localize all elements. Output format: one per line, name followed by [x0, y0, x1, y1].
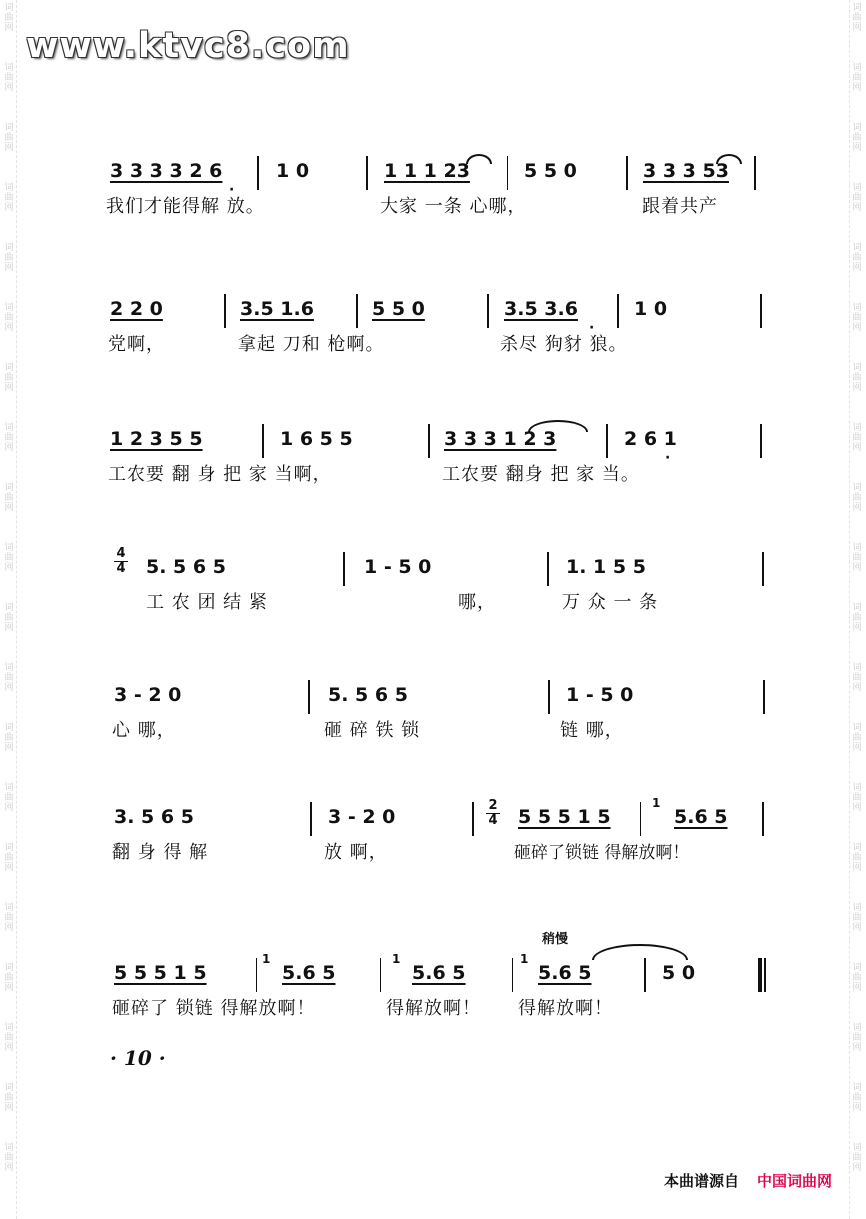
tie	[592, 944, 688, 960]
side-watermark-block	[850, 900, 864, 960]
side-watermark-block	[2, 1080, 16, 1140]
lyric-text: 工 农 团 结 紧	[146, 592, 268, 613]
score-line-7	[0, 952, 866, 1042]
side-watermark-block	[2, 60, 16, 120]
time-signature	[114, 548, 128, 575]
barline	[640, 802, 641, 836]
side-watermark-char: 网	[4, 143, 14, 153]
lyric-text: 得解放啊！	[386, 998, 481, 1019]
slur	[528, 420, 588, 432]
lyrics-line	[0, 196, 866, 226]
lyrics-line	[0, 720, 866, 750]
side-watermark-char: 网	[4, 323, 14, 333]
notation-line	[0, 428, 866, 466]
side-watermark-char: 曲	[852, 193, 862, 203]
barline	[548, 680, 550, 714]
barline	[310, 802, 312, 836]
brand-link[interactable]: 中国词曲网	[756, 1172, 832, 1190]
notation-line	[0, 298, 866, 336]
side-watermark-char: 网	[852, 443, 862, 453]
side-watermark-char: 词	[4, 543, 14, 553]
notation-line	[0, 952, 866, 996]
low-octave-dot: ·	[229, 182, 235, 198]
barline	[512, 958, 513, 992]
side-watermark-block	[850, 1140, 864, 1200]
side-watermark-char: 曲	[4, 313, 14, 323]
measure-notes: 1 0	[634, 298, 668, 320]
side-watermark-block	[2, 900, 16, 960]
side-watermark-char: 词	[852, 363, 862, 373]
side-watermark-char: 曲	[4, 733, 14, 743]
score-line-4	[0, 546, 866, 636]
measure-notes: 3 3 3 53	[643, 160, 729, 182]
side-watermark-char: 曲	[4, 673, 14, 683]
side-watermark-char: 曲	[852, 1153, 862, 1163]
lyric-text: 翻 身 得 解	[112, 842, 209, 863]
side-watermark-char: 词	[4, 123, 14, 133]
time-signature-bottom: 4	[116, 561, 126, 576]
side-watermark-char: 网	[4, 563, 14, 573]
side-watermark-char: 曲	[852, 373, 862, 383]
barline	[343, 552, 345, 586]
side-watermark-block	[850, 0, 864, 60]
measure-notes: 1 0	[276, 160, 310, 182]
side-watermark-char: 曲	[4, 973, 14, 983]
side-watermark-char: 词	[852, 663, 862, 673]
measure-notes: 2 2 0	[110, 298, 163, 320]
side-watermark-char: 网	[4, 1163, 14, 1173]
side-watermark-char: 词	[852, 543, 862, 553]
side-watermark-char: 网	[4, 1103, 14, 1113]
side-watermark-block	[850, 1080, 864, 1140]
notation-line	[0, 160, 866, 198]
side-watermark-char: 网	[852, 1103, 862, 1113]
score-line-2	[0, 298, 866, 378]
side-watermark-char: 曲	[852, 913, 862, 923]
side-watermark-char: 曲	[852, 613, 862, 623]
side-watermark-char: 词	[4, 363, 14, 373]
side-watermark-char: 网	[4, 983, 14, 993]
source-label: 本曲谱源自	[663, 1172, 739, 1190]
side-watermark-char: 网	[852, 923, 862, 933]
measure-notes: 3 - 2 0	[328, 806, 396, 828]
side-watermark-block	[2, 1140, 16, 1200]
measure-notes: 3 3 3 1 2 3	[444, 428, 557, 450]
final-barline-thin	[764, 958, 766, 992]
lyric-text: 杀尽 狗豺 狼。	[500, 334, 628, 355]
side-watermark-char: 网	[4, 1043, 14, 1053]
notation-line	[0, 684, 866, 718]
side-watermark-char: 网	[4, 203, 14, 213]
measure-notes: 3 3 3 3 2 6	[110, 160, 223, 182]
measure-notes: 1 6 5 5	[280, 428, 353, 450]
side-watermark-char: 网	[852, 623, 862, 633]
side-watermark-char: 词	[4, 303, 14, 313]
side-watermark-char: 词	[852, 483, 862, 493]
side-watermark-char: 词	[4, 423, 14, 433]
side-watermark-char: 网	[4, 683, 14, 693]
side-watermark-char: 曲	[4, 853, 14, 863]
barline	[256, 958, 257, 992]
barline	[606, 424, 608, 458]
side-watermark-char: 曲	[852, 73, 862, 83]
side-watermark-char: 曲	[4, 613, 14, 623]
measure-notes: 5. 5 6 5	[146, 556, 226, 578]
side-watermark-char: 词	[4, 723, 14, 733]
side-watermark-char: 词	[852, 423, 862, 433]
barline	[762, 552, 764, 586]
barline	[760, 294, 762, 328]
side-watermark-char: 网	[852, 1043, 862, 1053]
lyrics-line	[0, 592, 866, 622]
lyric-text: 砸碎了 锁链 得解放啊！	[112, 998, 316, 1019]
lyric-text: 得解放啊！	[518, 998, 613, 1019]
lyric-text: 链 哪，	[560, 720, 624, 741]
time-signature	[486, 800, 500, 827]
lyric-text: 拿起 刀和 枪啊。	[238, 334, 385, 355]
measure-notes: 5.6 5	[538, 962, 592, 984]
side-watermark-char: 曲	[4, 553, 14, 563]
side-watermark-char: 网	[852, 983, 862, 993]
source-footer	[664, 1170, 832, 1191]
side-watermark-char: 词	[4, 1083, 14, 1093]
measure-notes: 3. 5 6 5	[114, 806, 194, 828]
side-watermark-char: 曲	[852, 253, 862, 263]
side-watermark-char: 曲	[852, 433, 862, 443]
side-watermark-char: 词	[852, 243, 862, 253]
measure-notes: 3.5 1.6	[240, 298, 314, 320]
side-watermark-char: 词	[4, 963, 14, 973]
side-watermark-char: 词	[4, 783, 14, 793]
side-watermark-char: 词	[852, 1083, 862, 1093]
side-watermark-char: 词	[4, 843, 14, 853]
side-watermark-char: 网	[852, 383, 862, 393]
slur	[466, 154, 492, 164]
side-watermark-char: 词	[4, 483, 14, 493]
measure-notes: 5 5 0	[524, 160, 577, 182]
measure-notes: 3 - 2 0	[114, 684, 182, 706]
side-watermark-char: 曲	[4, 913, 14, 923]
barline	[754, 156, 756, 190]
notation-line	[0, 796, 866, 840]
side-watermark-char: 曲	[852, 1093, 862, 1103]
side-watermark-char: 网	[852, 1163, 862, 1173]
side-watermark-char: 词	[4, 1023, 14, 1033]
side-watermark-char: 词	[852, 603, 862, 613]
side-watermark-char: 曲	[4, 193, 14, 203]
grace-note: 1	[392, 952, 401, 966]
side-watermark-char: 词	[852, 303, 862, 313]
final-barline	[758, 958, 762, 992]
side-watermark-char: 曲	[852, 973, 862, 983]
notation-line	[0, 546, 866, 590]
side-watermark-char: 网	[852, 143, 862, 153]
side-watermark-char: 词	[4, 603, 14, 613]
tempo-marking: 稍慢	[542, 932, 569, 947]
side-watermark-char: 网	[4, 743, 14, 753]
side-watermark-char: 网	[852, 563, 862, 573]
side-watermark-char: 网	[4, 83, 14, 93]
side-watermark-char: 网	[852, 323, 862, 333]
low-octave-dot: ·	[589, 320, 595, 336]
lyric-text: 大家 一条 心哪，	[380, 196, 527, 217]
lyric-text: 心 哪，	[112, 720, 176, 741]
side-watermark-char: 曲	[4, 133, 14, 143]
barline	[547, 552, 549, 586]
measure-notes: 1 2 3 5 5	[110, 428, 203, 450]
page-number: · 10 ·	[110, 1046, 166, 1070]
barline	[257, 156, 259, 190]
barline	[428, 424, 430, 458]
barline	[472, 802, 474, 836]
barline	[617, 294, 619, 328]
side-watermark-char: 曲	[852, 733, 862, 743]
side-watermark-char: 曲	[4, 13, 14, 23]
side-watermark-char: 词	[4, 1143, 14, 1153]
side-watermark-char: 网	[4, 503, 14, 513]
side-watermark-block	[2, 0, 16, 60]
lyric-text: 放 啊，	[324, 842, 388, 863]
side-watermark-char: 网	[852, 83, 862, 93]
side-watermark-char: 网	[852, 803, 862, 813]
side-watermark-char: 网	[4, 443, 14, 453]
side-watermark-char: 网	[852, 23, 862, 33]
side-watermark-char: 曲	[852, 853, 862, 863]
score-line-6	[0, 796, 866, 886]
lyric-text: 我们才能得解 放。	[106, 196, 265, 217]
lyric-text: 党啊，	[108, 334, 165, 355]
barline	[356, 294, 358, 328]
side-watermark-char: 网	[852, 503, 862, 513]
side-watermark-char: 曲	[4, 793, 14, 803]
barline	[262, 424, 264, 458]
grace-note: 1	[652, 796, 661, 810]
lyric-text: 工农要 翻身 把 家 当。	[442, 464, 640, 485]
side-watermark-char: 网	[4, 923, 14, 933]
barline	[507, 156, 508, 190]
side-watermark-char: 曲	[852, 553, 862, 563]
barline	[644, 958, 646, 992]
score-line-5	[0, 684, 866, 764]
measure-notes: 5. 5 6 5	[328, 684, 408, 706]
side-watermark-char: 网	[852, 203, 862, 213]
measure-notes: 5 0	[662, 962, 696, 984]
time-signature-bottom: 4	[488, 813, 498, 828]
side-watermark-char: 曲	[852, 793, 862, 803]
measure-notes: 1 - 5 0	[566, 684, 634, 706]
side-watermark-char: 词	[852, 1023, 862, 1033]
lyric-text: 哪，	[458, 592, 496, 613]
side-watermark-char: 词	[852, 903, 862, 913]
side-watermark-char: 网	[852, 743, 862, 753]
lyric-text: 砸 碎 铁 锁	[324, 720, 421, 741]
measure-notes: 1 - 5 0	[364, 556, 432, 578]
measure-notes: 5.6 5	[674, 806, 728, 828]
side-watermark-char: 曲	[4, 493, 14, 503]
lyric-text: 工农要 翻 身 把 家 当啊，	[108, 464, 332, 485]
side-watermark-char: 词	[4, 903, 14, 913]
side-watermark-char: 词	[4, 663, 14, 673]
side-watermark-block	[850, 240, 864, 300]
side-watermark-char: 网	[852, 863, 862, 873]
side-watermark-char: 词	[852, 783, 862, 793]
side-watermark-block	[2, 240, 16, 300]
measure-notes: 1. 1 5 5	[566, 556, 646, 578]
side-watermark-char: 词	[852, 183, 862, 193]
side-watermark-char: 曲	[852, 673, 862, 683]
side-watermark-char: 曲	[4, 433, 14, 443]
lyrics-line	[0, 998, 866, 1028]
side-watermark-char: 曲	[4, 1033, 14, 1043]
side-watermark-char: 网	[4, 383, 14, 393]
side-watermark-char: 词	[4, 183, 14, 193]
barline	[626, 156, 628, 190]
side-watermark-char: 词	[4, 3, 14, 13]
measure-notes: 5.6 5	[282, 962, 336, 984]
side-watermark-char: 曲	[4, 73, 14, 83]
barline	[487, 294, 489, 328]
side-watermark-char: 网	[4, 863, 14, 873]
side-watermark-char: 词	[852, 123, 862, 133]
side-watermark-char: 词	[4, 243, 14, 253]
side-watermark-char: 网	[4, 23, 14, 33]
measure-notes: 5 5 0	[372, 298, 425, 320]
barline	[763, 680, 765, 714]
lyrics-line	[0, 334, 866, 364]
side-watermark-char: 词	[852, 3, 862, 13]
barline	[224, 294, 226, 328]
side-watermark-char: 网	[852, 683, 862, 693]
side-watermark-char: 网	[4, 623, 14, 633]
measure-notes: 5 5 5 1 5	[518, 806, 611, 828]
side-watermark-char: 曲	[852, 493, 862, 503]
side-watermark-block	[850, 60, 864, 120]
side-watermark-char: 曲	[4, 373, 14, 383]
side-watermark-char: 曲	[852, 313, 862, 323]
measure-notes: 3.5 3.6	[504, 298, 578, 320]
side-watermark-char: 网	[4, 263, 14, 273]
low-octave-dot: ·	[665, 450, 671, 466]
side-watermark-char: 词	[852, 963, 862, 973]
side-watermark-char: 曲	[4, 253, 14, 263]
side-watermark-char: 词	[4, 63, 14, 73]
time-signature-top: 2	[488, 798, 498, 813]
grace-note: 1	[262, 952, 271, 966]
slur	[716, 154, 742, 164]
measure-notes: 1 1 1 23	[384, 160, 470, 182]
side-watermark-char: 曲	[4, 1093, 14, 1103]
side-watermark-char: 词	[852, 1143, 862, 1153]
side-watermark-char: 曲	[852, 133, 862, 143]
side-watermark-char: 曲	[4, 1153, 14, 1163]
barline	[308, 680, 310, 714]
side-watermark-char: 网	[852, 263, 862, 273]
side-watermark-char: 曲	[852, 1033, 862, 1043]
time-signature-top: 4	[116, 546, 126, 561]
grace-note: 1	[520, 952, 529, 966]
measure-notes: 2 6 1	[624, 428, 677, 450]
side-watermark-char: 词	[852, 843, 862, 853]
measure-notes: 5 5 5 1 5	[114, 962, 207, 984]
lyric-text: 跟着共产	[642, 196, 718, 217]
side-watermark-char: 词	[852, 723, 862, 733]
lyric-text: 万 众 一 条	[562, 592, 659, 613]
side-watermark-char: 词	[852, 63, 862, 73]
measure-notes: 5.6 5	[412, 962, 466, 984]
side-watermark-char: 网	[4, 803, 14, 813]
site-watermark: www.ktvc8.com	[26, 26, 350, 66]
lyric-text: 砸碎了锁链 得解放啊！	[514, 843, 690, 863]
lyrics-line	[0, 464, 866, 494]
barline	[762, 802, 764, 836]
barline	[366, 156, 368, 190]
score-line-3	[0, 428, 866, 508]
barline	[760, 424, 762, 458]
score-line-1	[0, 160, 866, 240]
barline	[380, 958, 381, 992]
lyrics-line	[0, 842, 866, 872]
side-watermark-char: 曲	[852, 13, 862, 23]
